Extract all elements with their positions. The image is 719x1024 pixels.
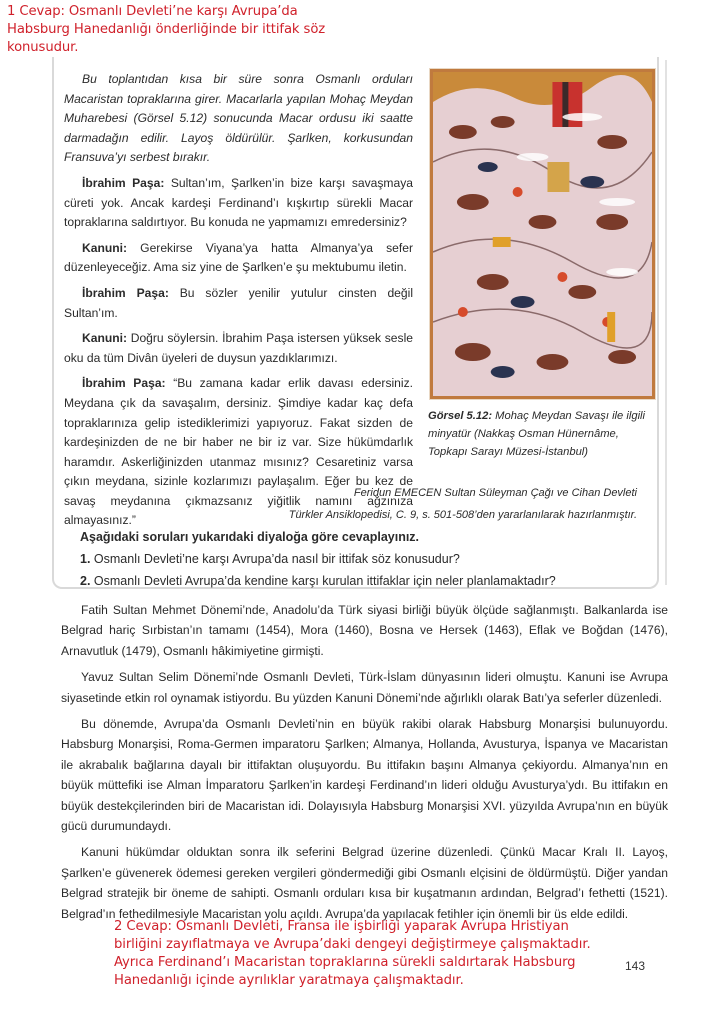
speech: Gerekirse Viyana’ya hatta Almanya’ya sefer düzenleyeceğiz. Ama siz yine de Şarlken’e şu mektubumu iletin. <box>64 240 413 275</box>
dialog-line <box>64 374 413 531</box>
question-text: Osmanlı Devleti Avrupa’da kendine karşı kurulan ittifaklar için neler planlamaktadır? <box>90 574 556 588</box>
dialog-line <box>64 284 413 323</box>
source-line-2: Türkler Ansiklopedisi, C. 9, s. 501-508’den yararlanılarak hazırlanmıştır. <box>288 509 637 521</box>
answer-2-annotation: 2 Cevap: Osmanlı Devleti, Fransa ile işbirliği yaparak Avrupa Hristiyan birliğini zayıflatmaya ve Avrupa’daki dengeyi değiştirmeye çalışmaktadır. Ayrıca Ferdinand’ı Macaristan topraklarına sürekli saldırtarak Habsburg Hanedanlığı içinde ayrılıklar yaratmaya çalışmaktadır. <box>114 919 591 988</box>
speaker: İbrahim Paşa: <box>82 175 165 190</box>
question-item <box>80 552 460 566</box>
caption-label: Görsel 5.12: <box>428 410 493 422</box>
speaker: İbrahim Paşa: <box>82 376 166 391</box>
speech: Sultan’ım, Şarlken’in bize karşı savaşmaya cüreti yok. Ancak kardeşi Ferdinand’ı kışkırtıp sürekli Macar topraklarına saldırtıyor. Bu konuda ne yapmamızı emredersiniz? <box>64 175 413 230</box>
body-paragraph: Fatih Sultan Mehmet Dönemi’nde, Anadolu’da Türk siyasi birliği büyük ölçüde sağlanmıştı. Balkanlarda ise Belgrad hariç Sırbistan’ın tamamı (1454), Mora (1460), Bosna ve Hersek (1463), Eflak ve Boğdan (1476), Arnavutluk (1479), Osmanlı hâkimiyetine girmişti. <box>61 603 668 658</box>
speaker: Kanuni: <box>82 331 128 346</box>
dialog-text <box>64 70 413 537</box>
question-number: 2. <box>80 574 91 588</box>
box-divider <box>665 60 667 585</box>
question-text: Osmanlı Devleti’ne karşı Avrupa’da nasıl bir ittifak söz konusudur? <box>90 552 460 566</box>
dialog-intro: Bu toplantıdan kısa bir süre sonra Osmanlı orduları Macaristan topraklarına girer. Macarlarla yapılan Mohaç Meydan Muharebesi (Görsel 5.12) sonucunda Macar ordusu iki saatte darmadağın edilir. Layoş öldürülür. Şarlken, korkusundan Fransuva’yı serbest bırakır. <box>64 72 413 165</box>
speaker: İbrahim Paşa: <box>82 285 169 300</box>
speech: “Bu zamana kadar erlik davası edersiniz. Meydana çık da savaşalım, dersiniz. Şimdiye kadar kaç defa topraklarınıza gelip istediklerimizi yapıyoruz. Fakat sizden de kardeşinizden de ne bir haber ne bir iz var. Size hükümdarlık haramdır. Askerliğinizden utanmaz mısınız? Cesaretiniz varsa çıkın meydana, sizinle kozlarımızı paylaşalım. Eğer bu kez de savaş meydanına çıkmazsanız yiğitlik namını ağzınıza almayasınız.” <box>64 376 413 528</box>
body-text <box>61 600 668 930</box>
page-number: 143 <box>625 959 646 973</box>
question-number: 1. <box>80 552 91 566</box>
body-paragraph: Bu dönemde, Avrupa’da Osmanlı Devleti’nin en büyük rakibi olarak Habsburg Monarşisi bulunuyordu. Habsburg Monarşisi, Roma-Germen imparatoru Şarlken; Almanya, Hollanda, Avusturya, İspanya ve Macaristan ile akrabalık bağlarına dayalı bir ittifaktan oluşuyordu. Bu ittifakın başını Almanya çekiyordu. Almanya’nın en büyük müttefiki ise Alman İmparatoru Şarlken’in kardeşi Ferdinand’ın lideri olduğu Avusturya’ydı. Bu ittifakın en büyük destekçilerinden biri de Macaristan idi. Dolayısıyla Habsburg Monarşisi XVI. yüzyılda Avrupa’nın en büyük gücü durumundaydı. <box>61 717 668 834</box>
figure-caption <box>428 407 660 461</box>
question-item <box>80 574 556 588</box>
speech: Bu sözler yenilir yutulur cinsten değil Sultan’ım. <box>64 285 413 320</box>
battle-miniature-image <box>433 72 652 396</box>
body-paragraph: Yavuz Sultan Selim Dönemi’nde Osmanlı Devleti, Türk-İslam dünyasının lideri olmuştu. Kanuni ise Avrupa siyasetinde etkin rol oynamak istiyordu. Bu yüzden Kanuni Dönemi’nde ağırlıklı olarak Batı’ya seferler düzenledi. <box>61 670 668 705</box>
body-paragraph: Kanuni hükümdar olduktan sonra ilk seferini Belgrad üzerine düzenledi. Çünkü Macar Kralı II. Layoş, Şarlken’e güvenerek ödemesi gereken vergileri göndermediği gibi Osmanlı elçisini de öldürmüştü. Diğer yandan Belgrad stratejik bir öneme de sahipti. Osmanlı orduları kısa bir kuşatmanın ardından, Belgrad’ı fethetti (1521). Belgrad’ın fethedilmesiyle Macaristan yolu açıldı. Avrupa’da yapılacak fetihler için önemli bir üs elde edildi. <box>61 845 668 921</box>
dialog-line <box>64 329 413 368</box>
answer-1-annotation: 1 Cevap: Osmanlı Devleti’ne karşı Avrupa’da Habsburg Hanedanlığı önderliğinde bir ittifak söz konusudur. <box>7 4 326 55</box>
source-line-1: Feridun EMECEN Sultan Süleyman Çağı ve Cihan Devleti <box>353 487 637 499</box>
miniature-painting <box>430 69 655 399</box>
dialog-line <box>64 239 413 278</box>
speech: Doğru söylersin. İbrahim Paşa istersen yüksek sesle oku da tüm Divân üyeleri de duysun yazdıklarımızı. <box>64 331 413 365</box>
speaker: Kanuni: <box>82 240 128 255</box>
dialog-line <box>64 174 413 233</box>
caption-text: Mohaç Meydan Savaşı ile ilgili minyatür (Nakkaş Osman Hünernâme, Topkapı Sarayı Müzesi-İstanbul) <box>428 410 646 458</box>
questions-heading: Aşağıdaki soruları yukarıdaki diyaloğa göre cevaplayınız. <box>80 530 420 544</box>
